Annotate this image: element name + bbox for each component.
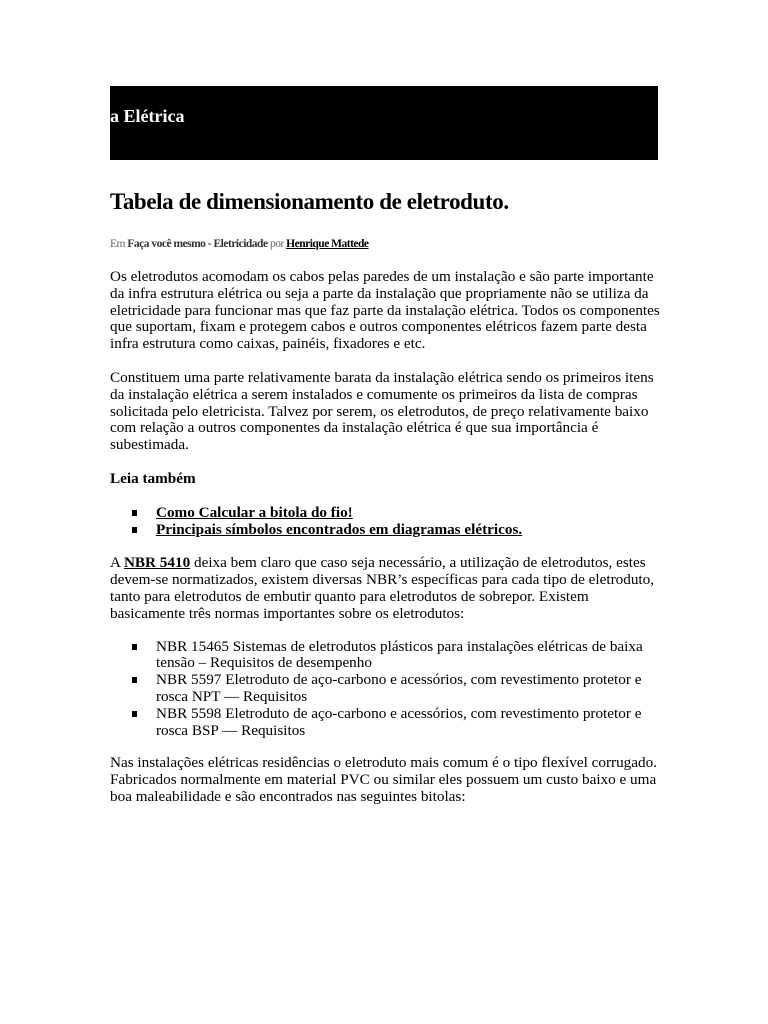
paragraph-cost: Constituem uma parte relativamente barata da instalação elétrica sendo os primeiros itens da instalação elétrica a serem instalados e comumente os primeiros da lista de compras solicitada pelo eletricista. Talvez por serem, os eletrodutos, de preço relativamente baixo com relação a outros componentes da instalação elétrica é que sua importância é subestimada. — [110, 368, 654, 454]
bullet-icon — [132, 711, 137, 717]
byline — [110, 236, 662, 252]
norm-nbr-5597: NBR 5597 Eletroduto de aço-carbono e acessórios, com revestimento protetor e rosca NPT — Requisitos — [156, 671, 642, 705]
author-link[interactable]: Henrique Mattede — [286, 238, 369, 250]
norm-nbr-5598: NBR 5598 Eletroduto de aço-carbono e acessórios, com revestimento protetor e rosca BSP — Requisitos — [156, 704, 642, 739]
read-also-list — [110, 505, 662, 539]
banner-title: a Elétrica — [110, 106, 185, 126]
article — [110, 186, 662, 806]
list-item — [156, 706, 662, 740]
related-link-bitola[interactable]: Como Calcular a bitola do fio! — [156, 503, 353, 521]
paragraph-norms — [110, 555, 662, 622]
bullet-icon — [132, 527, 137, 533]
bullet-icon — [132, 677, 137, 683]
paragraph-norms-body: deixa bem claro que caso seja necessário, a utilização de eletrodutos, estes devem-se normatizados, existem diversas NBR’s específicas para cada tipo de eletroduto, tanto para eletrodutos de embutir quanto para eletrodutos de sobrepor. Existem basicamente três normas importantes sobre os eletrodutos: — [110, 554, 655, 622]
paragraph-norms-lead: A — [110, 554, 124, 572]
list-item — [156, 522, 662, 539]
read-also-heading: Leia também — [110, 469, 196, 487]
bullet-icon — [132, 510, 137, 516]
norm-nbr-15465: NBR 15465 Sistemas de eletrodutos plásticos para instalações elétricas de baixa tensão – Requisitos de desempenho — [156, 637, 643, 672]
nbr-5410-link[interactable]: NBR 5410 — [123, 554, 191, 572]
paragraph-flexible: Nas instalações elétricas residências o eletroduto mais comum é o tipo flexível corrugado. Fabricados normalmente em material PVC ou similar eles possuem um custo baixo e uma boa maleabilidade e são encontrados nas seguintes bitolas: — [110, 754, 657, 805]
list-item — [156, 505, 662, 522]
page-title: Tabela de dimensionamento de eletroduto. — [110, 189, 509, 214]
norms-list — [110, 639, 662, 740]
list-item — [156, 639, 662, 673]
header-banner — [110, 86, 658, 160]
paragraph-intro: Os eletrodutos acomodam os cabos pelas paredes de um instalação e são parte importante da infra estrutura elétrica ou seja a parte da instalação que propriamente não se utiliza da eletricidade para funcionar mas que faz parte da instalação elétrica. Todos os componentes que suportam, fixam e protegem cabos e outros componentes elétricos fazem parte desta infra estrutura como caixas, painéis, fixadores e etc. — [110, 268, 660, 353]
related-link-simbolos[interactable]: Principais símbolos encontrados em diagramas elétricos. — [156, 520, 523, 538]
list-item — [156, 672, 662, 706]
bullet-icon — [132, 644, 137, 650]
byline-prefix: Em — [110, 238, 125, 250]
byline-by: por — [269, 238, 284, 250]
category-link[interactable]: Faça você mesmo - Eletricidade — [127, 238, 268, 250]
